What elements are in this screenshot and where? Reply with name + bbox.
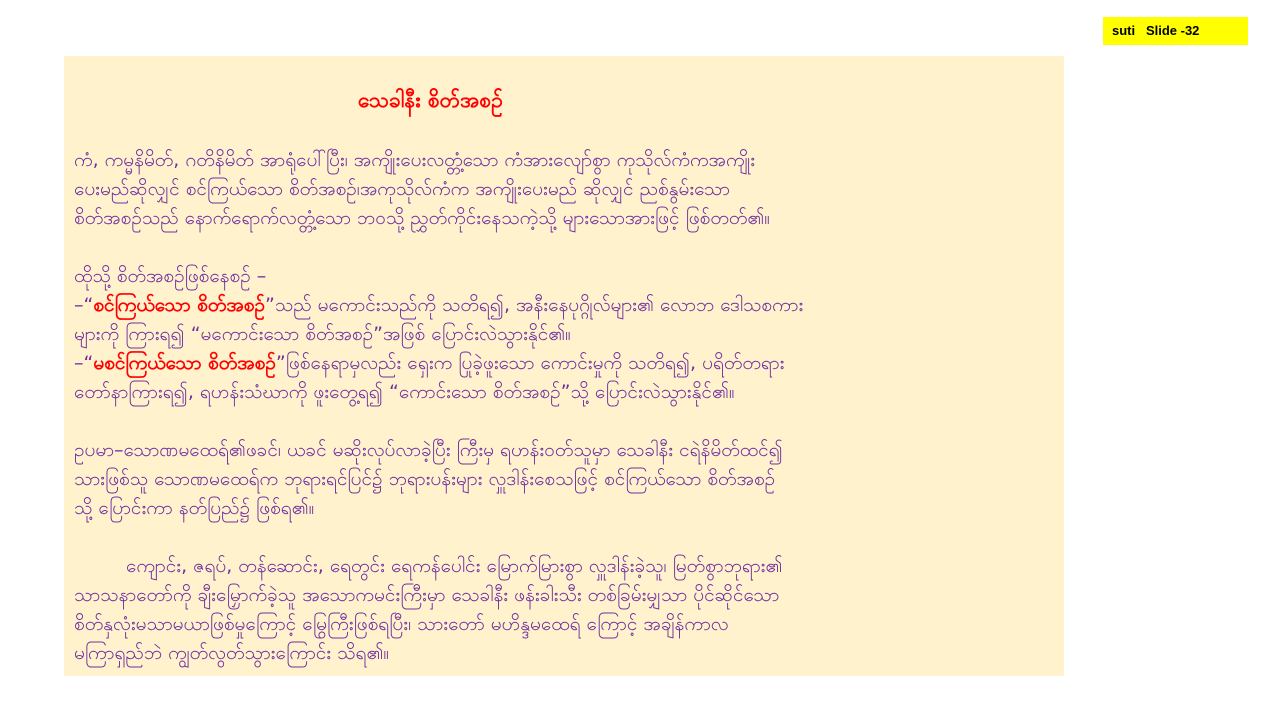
paragraph-3-line-2: သားဖြစ်သူ သောဏမထေရ်က ဘုရားရင်ပြင်၌ ဘုရားပန်းများ လှူဒါန်းစေသဖြင့် စင်ကြယ်သော စိတ်အစဉ်: [74, 468, 776, 490]
item-1-prefix: –“: [74, 294, 94, 316]
paragraph-1-line-3: စိတ်အစဉ်သည် နောက်ရောက်လတ္တံ့သော ဘဝသို့ ညွှတ်ကိုင်းနေသကဲ့သို့ များသောအားဖြင့် ဖြစ်တတ်၏။: [74, 207, 770, 229]
paragraph-2-item-1-line-2: များကို ကြားရ၍ “မကောင်းသော စိတ်အစဉ်”အဖြစ် ပြောင်းလဲသွားနိုင်၏။: [74, 323, 571, 345]
item-2-rest: ”ဖြစ်နေရာမှလည်း ရှေးက ပြုခဲ့ဖူးသော ကောင်းမှုကို သတိရ၍, ပရိတ်တရား: [275, 352, 785, 374]
item-1-highlight: စင်ကြယ်သော စိတ်အစဉ်: [93, 294, 266, 316]
item-1-rest: ”သည် မကောင်းသည်ကို သတိရ၍, အနီးနေပုဂ္ဂိုလ်များ၏ လောဘ ဒေါသစကား: [265, 294, 804, 316]
paragraph-2-item-1: [74, 291, 1052, 320]
paragraph-1-line-1: ကံ, ကမ္မနိမိတ်, ဂတိနိမိတ် အာရုံပေါ်ပြီး၊ အကျိုးပေးလတ္တံ့သော ကံအားလျော်စွာ ကုသိုလ်ကံကအကျိုး: [74, 149, 756, 171]
slide-title: သေခါနီး စိတ်အစဉ်: [358, 88, 503, 112]
paragraph-3-line-1: ဥပမာ–သောဏမထေရ်၏ဖခင်၊ ယခင် မဆိုးလုပ်လာခဲ့ပြီး ကြီးမှ ရဟန်းဝတ်သူမှာ သေခါနီး ငရဲနိမိတ်ထင်၍: [74, 439, 783, 461]
paragraph-4: [74, 552, 1052, 668]
paragraph-1: [74, 146, 1052, 233]
paragraph-4-line-1: ကျောင်း, ဇရပ်, တန်ဆောင်း, ရေတွင်း ရေကန်ပေါင်း မြောက်မြားစွာ လှူဒါန်းခဲ့သူ၊ မြတ်စွာဘုရား၏: [126, 555, 783, 577]
paragraph-4-line-4: မကြာရှည်ဘဲ ကျွတ်လွတ်သွားကြောင်း သိရ၏။: [74, 642, 390, 664]
item-2-highlight: မစင်ကြယ်သော စိတ်အစဉ်: [93, 352, 276, 374]
item-2-prefix: –“: [74, 352, 94, 374]
paragraph-2: [74, 262, 1052, 407]
slide-number-badge: suti Slide -32: [1103, 17, 1248, 45]
paragraph-3: [74, 436, 1052, 523]
content-panel: [64, 56, 1064, 676]
paragraph-2-intro: ထိုသို့ စိတ်အစဉ်ဖြစ်နေစဉ် –: [74, 265, 267, 287]
paragraph-3-line-3: သို့ ပြောင်းကာ နတ်ပြည်၌ ဖြစ်ရ၏။: [74, 497, 315, 519]
paragraph-2-item-2: [74, 349, 1052, 378]
paragraph-4-line-2: သာသနာတော်ကို ချီးမြှောက်ခဲ့သူ အသောကမင်းကြီးမှာ သေခါနီး ဖန်းခါးသီး တစ်ခြမ်းမျှသာ ပိုင်ဆိုင်သော: [74, 584, 780, 606]
paragraph-2-item-2-line-2: တော်နာကြားရ၍, ရဟန်းသံဃာကို ဖူးတွေ့ရ၍ “ကောင်းသော စိတ်အစဉ်”သို့ ပြောင်းလဲသွားနိုင်၏။: [74, 381, 735, 403]
paragraph-4-line-3: စိတ်နှလုံးမသာမယာဖြစ်မှုကြောင့် မြွေကြီးဖြစ်ရပြီး၊ သားတော် မဟိန္ဒမထေရ် ကြောင့် အချိန်ကာလ: [74, 613, 729, 635]
paragraph-1-line-2: ပေးမည်ဆိုလျှင် စင်ကြယ်သော စိတ်အစဉ်၊အကုသိုလ်ကံက အကျိုးပေးမည် ဆိုလျှင် ညစ်နွမ်းသော: [74, 178, 730, 200]
